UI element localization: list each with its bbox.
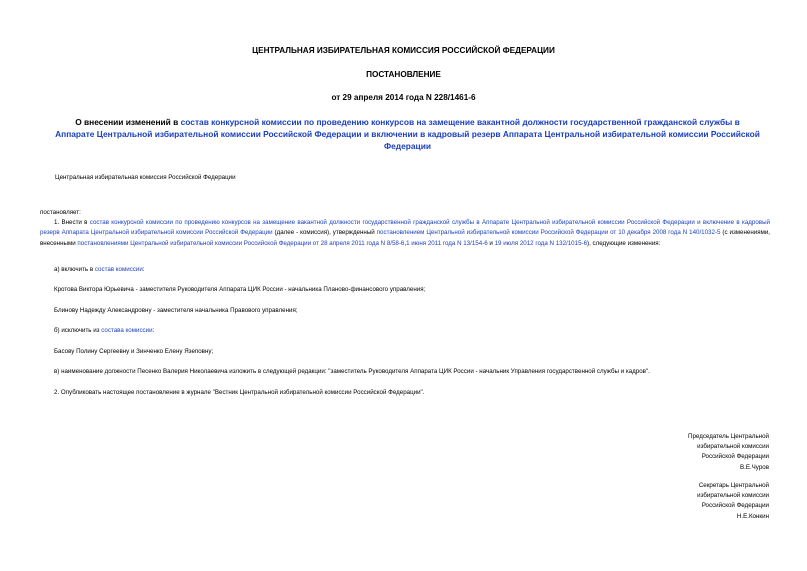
subitem-c: в) наименование должности Песенко Валерия Николаевича изложить в следующей редакции: "заместитель Руководителя Аппарата ЦИК России - начальник Управления государственной службы и кадров". [54,368,650,375]
person-blinova: Блинову Надежду Александровну - заместителя начальника Правового управления; [54,307,298,314]
chair-name: В.Е.Чуров [739,463,769,471]
item-1-text-a: 1. Внести в [54,219,90,226]
item-1-text-f: ), следующие изменения: [587,239,661,247]
item-1-link-july-2012[interactable]: 19 июля 2012 года N 132/1015-6 [494,239,588,247]
item-1-text-c: (с изменениями, внесенными [40,229,771,247]
item-1-text-e: и [487,239,495,247]
date-and-number: от 29 апреля 2014 года N 228/1461-6 [331,93,476,102]
document-subject [55,116,760,152]
secretary-title-3: Российской Федерации [701,502,769,510]
subitem-b-suffix: : [152,327,155,334]
subject-prefix: О внесении изменений в [75,117,181,127]
subitem-a-link[interactable]: состав комиссии [94,266,143,273]
item-2-paragraph: 2. Опубликовать настоящее постановление в журнале "Вестник Центральной избирательной комиссии Российской Федерации". [54,389,425,396]
person-basova-zinchenko: Басову Полину Сергеевну и Зинченко Елену Язеповну; [54,348,214,355]
item-1-link-composition[interactable]: состав конкурсной комиссии по проведению конкурсов на замещение вакантной должности государственной гражданской службы в Аппарате Центральной избирательной комиссии Российской Федерации и включение в кадровый резерв Аппарата Центральной избирательной комиссии Российской Федерации [40,219,770,237]
subitem-b-link[interactable]: состава комиссии [101,327,153,334]
chair-signature [569,432,769,473]
chair-title-3: Российской Федерации [701,453,769,461]
item-1-link-resolution-2008[interactable]: постановлением Центральной избирательной комиссии Российской Федерации от 10 декабря 2008 года N 140/1032-5 [376,229,721,237]
subitem-b-prefix: б) исключить из [54,327,102,334]
item-1-text-d: , [404,239,407,247]
secretary-title-2: избирательной комиссии [697,492,769,500]
item-1-link-june-2011[interactable]: 1 июня 2011 года N 13/154-6 [406,239,488,247]
secretary-signature [569,481,769,522]
secretary-name: Н.Е.Конкин [736,512,769,520]
issuer-line: Центральная избирательная комиссия Российской Федерации [55,174,236,181]
secretary-title-1: Секретарь Центральной [698,482,769,489]
item-1-text-b: (далее - комиссия), утвержденный [272,229,377,237]
person-krotov: Кротова Виктора Юрьевича - заместителя Руководителя Аппарата ЦИК России - начальника Планово-финансового управления; [54,286,426,293]
chair-title-1: Председатель Центральной [688,433,769,440]
subitem-b [54,326,784,336]
item-1-link-resolutions-2011[interactable]: постановлениями Центральной избирательной комиссии Российской Федерации от 28 апреля 2011 года N 8/58-6 [77,239,405,247]
resolves-line: постановляет: [40,209,81,216]
subitem-a-suffix: : [142,266,145,273]
subitem-a [54,265,784,275]
subitem-a-prefix: а) включить в [54,266,95,273]
chair-title-2: избирательной комиссии [697,443,769,451]
subject-link[interactable]: состав конкурсной комиссии по проведению конкурсов на замещение вакантной должности государственной гражданской службы в Аппарате Центральной избирательной комиссии Российской Федерации и включении в кадровый резерв Аппарата Центральной избирательной комиссии Российской Федерации [55,117,760,151]
document-type: ПОСТАНОВЛЕНИЕ [366,70,441,79]
issuing-authority: ЦЕНТРАЛЬНАЯ ИЗБИРАТЕЛЬНАЯ КОМИССИЯ РОССИЙСКОЙ ФЕДЕРАЦИИ [252,46,555,55]
item-1-paragraph [40,218,770,249]
